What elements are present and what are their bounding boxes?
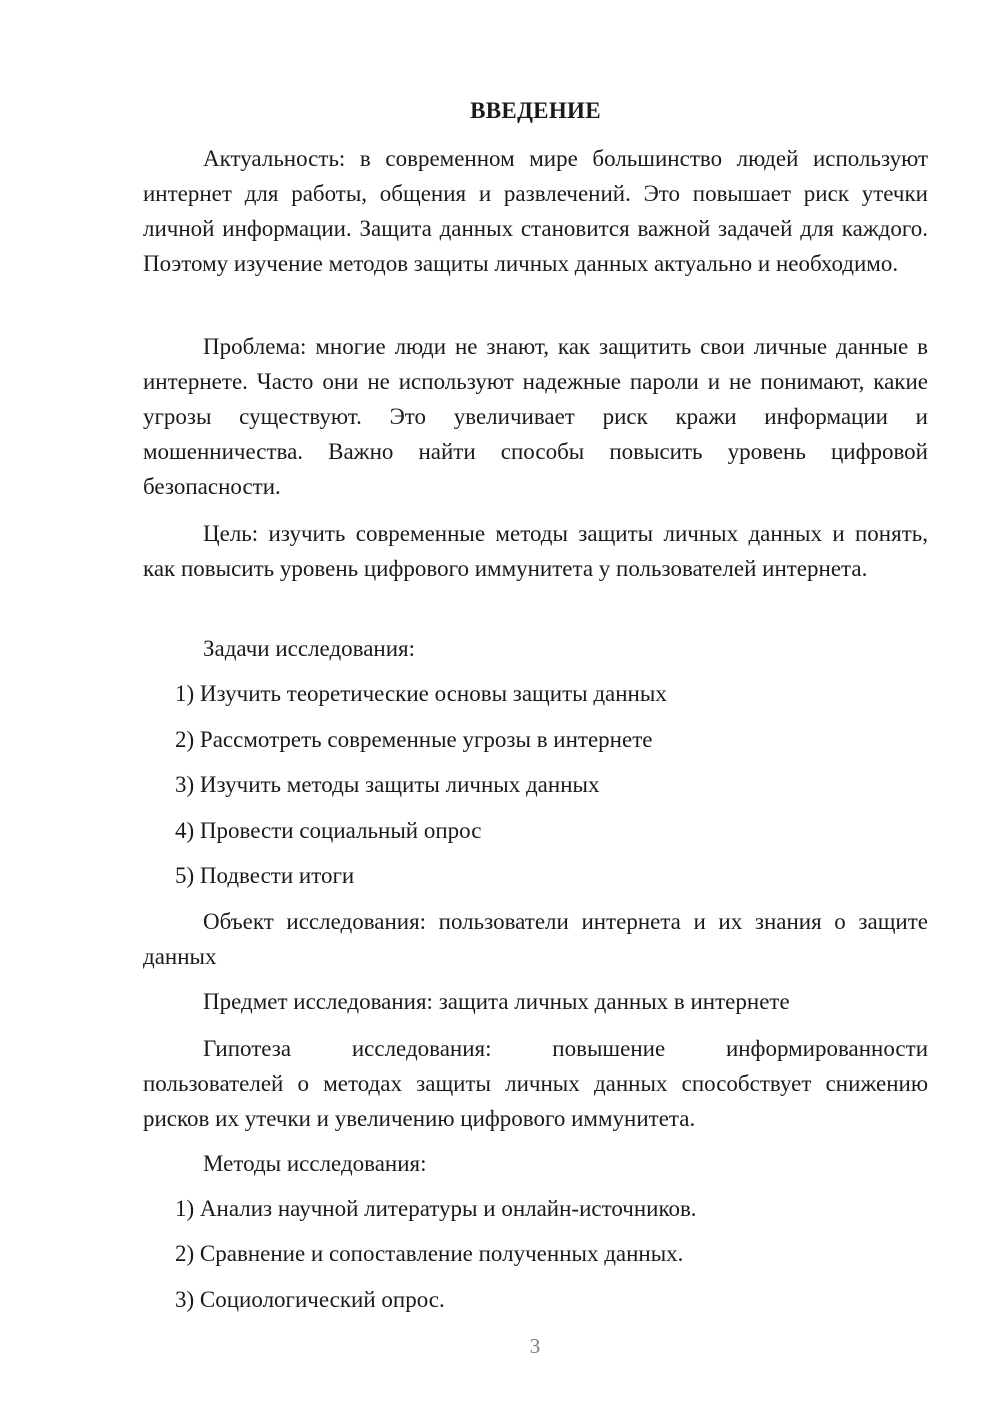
methods-heading: Методы исследования: [203, 1151, 427, 1176]
page-number: 3 [529, 1334, 541, 1358]
problem-paragraph: Проблема: многие люди не знают, как защитить свои личные данные в интернете. Часто они не используют надежные пароли и не понимают, какие угрозы существуют. Это увеличивает риск кражи информации и мошенничества. Важно найти способы повысить уровень цифровой безопасности. [143, 334, 928, 499]
hypothesis-first-line: Гипотеза исследования: повышение информированности [203, 1036, 928, 1061]
task-item: 1) Изучить теоретические основы защиты данных [175, 681, 667, 706]
object-paragraph: Объект исследования: пользователи интернета и их знания о защите данных [143, 909, 928, 969]
task-item: 2) Рассмотреть современные угрозы в интернете [175, 727, 653, 752]
relevance-paragraph: Актуальность: в современном мире большинство людей используют интернет для работы, общения и развлечений. Это повышает риск утечки личной информации. Защита данных становится важной задачей для каждого. Поэтому изучение методов защиты личных данных актуально и необходимо. [143, 146, 928, 276]
tasks-heading: Задачи исследования: [203, 636, 416, 661]
method-item: 3) Социологический опрос. [175, 1287, 445, 1312]
task-item: 5) Подвести итоги [175, 863, 355, 888]
hypothesis-continuation: пользователей о методах защиты личных данных способствует снижению рисков их утечки и увеличению цифрового иммунитета. [143, 1071, 928, 1131]
section-title: ВВЕДЕНИЕ [470, 98, 601, 123]
subject-line: Предмет исследования: защита личных данных в интернете [203, 989, 790, 1014]
method-item: 1) Анализ научной литературы и онлайн-источников. [175, 1196, 697, 1221]
method-item: 2) Сравнение и сопоставление полученных данных. [175, 1241, 684, 1266]
goal-paragraph: Цель: изучить современные методы защиты личных данных и понять, как повысить уровень цифрового иммунитета у пользователей интернета. [143, 521, 928, 581]
task-item: 3) Изучить методы защиты личных данных [175, 772, 600, 797]
task-item: 4) Провести социальный опрос [175, 818, 482, 843]
